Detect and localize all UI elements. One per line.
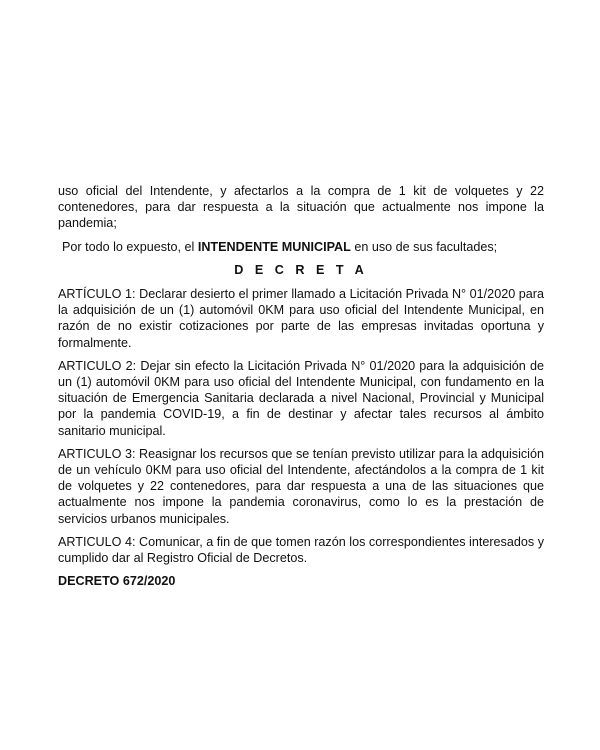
decree-number: DECRETO 672/2020 <box>58 574 176 589</box>
article-2: ARTICULO 2: Dejar sin efecto la Licitación Privada N° 01/2020 para la adquisición de un (1) automóvil 0KM para uso oficial del Intendente Municipal, con fundamento en la situación de Emergencia Sanitaria declarada a nivel Nacional, Provincial y Municipal por la pandemia COVID-19, a fin de destinar y afectar tales recursos al ámbito sanitario municipal. <box>58 358 544 438</box>
intendente-municipal-label: INTENDENTE MUNICIPAL <box>197 239 351 254</box>
considering-paragraph <box>58 239 544 255</box>
article-3: ARTICULO 3: Reasignar los recursos que se tenían previsto utilizar para la adquisición de un vehículo 0KM para uso oficial del Intendente, afectándolos a la compra de 1 kit de volquetes y 22 contenedores, para dar respuesta a una de las situaciones que actualmente nos impone la pandemia coronavirus, como lo es la prestación de servicios urbanos municipales. <box>58 446 544 526</box>
article-4: ARTICULO 4: Comunicar, a fin de que tomen razón los correspondientes interesados y cumplido dar al Registro Oficial de Decretos. <box>58 534 544 566</box>
article-1: ARTÍCULO 1: Declarar desierto el primer llamado a Licitación Privada N° 01/2020 para la adquisición de un (1) automóvil 0KM para uso oficial del Intendente Municipal, en razón de no existir cotizaciones por parte de las empresas invitadas oportuna y formalmente. <box>58 287 544 350</box>
considering-text-before: Por todo lo expuesto, el <box>62 239 198 254</box>
document-page <box>58 183 544 589</box>
decreta-heading: D E C R E T A <box>234 262 368 277</box>
considering-text-after: en uso de sus facultades; <box>350 239 498 254</box>
continuation-paragraph: uso oficial del Intendente, y afectarlos a la compra de 1 kit de volquetes y 22 contenedores, para dar respuesta a la situación que actualmente nos impone la pandemia; <box>58 184 544 231</box>
